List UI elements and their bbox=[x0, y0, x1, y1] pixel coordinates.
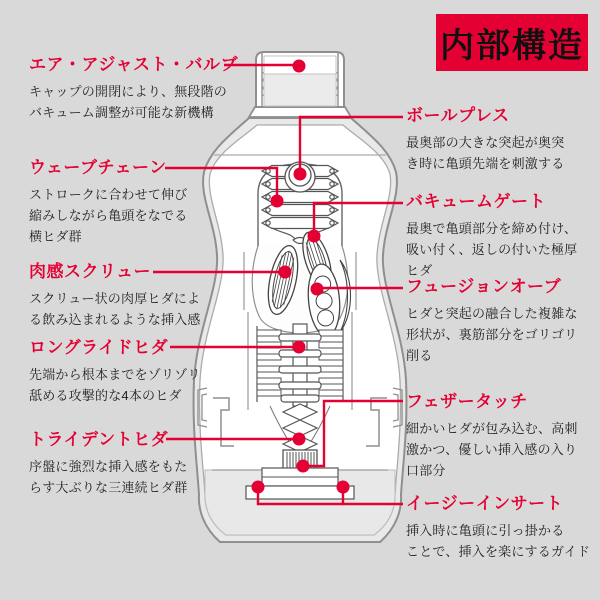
label-heading: ロングライドヒダ bbox=[29, 338, 169, 357]
label-desc: ストロークに合わせて伸び 縮みしながら亀頭をなでる 横ヒダ群 bbox=[29, 187, 188, 244]
label-easy-insert bbox=[406, 494, 590, 562]
label-air-adjust-valve bbox=[29, 55, 238, 123]
label-desc: 先端から根本までをゾリゾリ 舐める攻撃的な4本のヒダ bbox=[29, 367, 201, 403]
label-heading: トライデントヒダ bbox=[29, 430, 169, 449]
label-desc: ヒダと突起の融合した複雑な 形状が、裏筋部分をゴリゴリ 削る bbox=[406, 306, 578, 363]
label-feather-touch bbox=[406, 392, 578, 481]
label-heading: フェザータッチ bbox=[406, 392, 528, 411]
label-heading: ウェーブチェーン bbox=[29, 158, 167, 177]
dot-fusion-orb bbox=[311, 283, 324, 296]
label-ball-press bbox=[406, 106, 564, 174]
dot-ball-press bbox=[294, 168, 307, 181]
dot-air-adjust-valve bbox=[293, 60, 306, 73]
title-badge-label: 内部構造 bbox=[440, 27, 584, 65]
label-heading: エア・アジャスト・バルブ bbox=[29, 55, 238, 74]
dot-easy-insert-right bbox=[337, 481, 350, 494]
label-wave-chain bbox=[29, 158, 187, 247]
label-heading: バキュームゲート bbox=[406, 192, 546, 211]
label-desc: 細かいヒダが包み込む、高刺 激かつ、優しい挿入感の入り 口部分 bbox=[406, 421, 578, 478]
dot-feather-touch bbox=[297, 460, 310, 473]
label-long-ride bbox=[29, 338, 201, 406]
label-heading: 肉感スクリュー bbox=[29, 262, 151, 281]
dot-trident bbox=[293, 433, 306, 446]
label-flesh-screw bbox=[29, 262, 201, 330]
label-vacuum-gate bbox=[406, 192, 577, 281]
label-fusion-orb bbox=[406, 277, 578, 366]
dot-easy-insert-left bbox=[252, 481, 265, 494]
label-desc: 序盤に強烈な挿入感をもた らす大ぶりな三連続ヒダ群 bbox=[29, 459, 188, 495]
label-heading: ボールプレス bbox=[406, 106, 510, 125]
dot-vacuum-gate bbox=[308, 230, 321, 243]
dot-flesh-screw bbox=[279, 266, 292, 279]
title-badge bbox=[436, 14, 588, 71]
dot-long-ride bbox=[293, 341, 306, 354]
label-desc: 挿入時に亀頭に引っ掛かる ことで、挿入を楽にするガイド bbox=[406, 523, 591, 559]
label-trident bbox=[29, 430, 187, 498]
label-heading: フュージョンオーブ bbox=[406, 277, 562, 296]
dot-wave-chain bbox=[271, 195, 284, 208]
label-desc: 最奥で亀頭部分を締め付け、 吸い付く、返しの付いた極厚 ヒダ bbox=[406, 221, 578, 278]
label-desc: 最奥部の大きな突起が奥突 き時に亀頭先端を刺激する bbox=[406, 135, 565, 171]
label-heading: イージーインサート bbox=[406, 494, 564, 513]
label-desc: キャップの開閉により、無段階の バキューム調整が可能な新機構 bbox=[29, 84, 228, 120]
label-desc: スクリュー状の肉厚ヒダによ る飲み込まれるような挿入感 bbox=[29, 291, 201, 327]
